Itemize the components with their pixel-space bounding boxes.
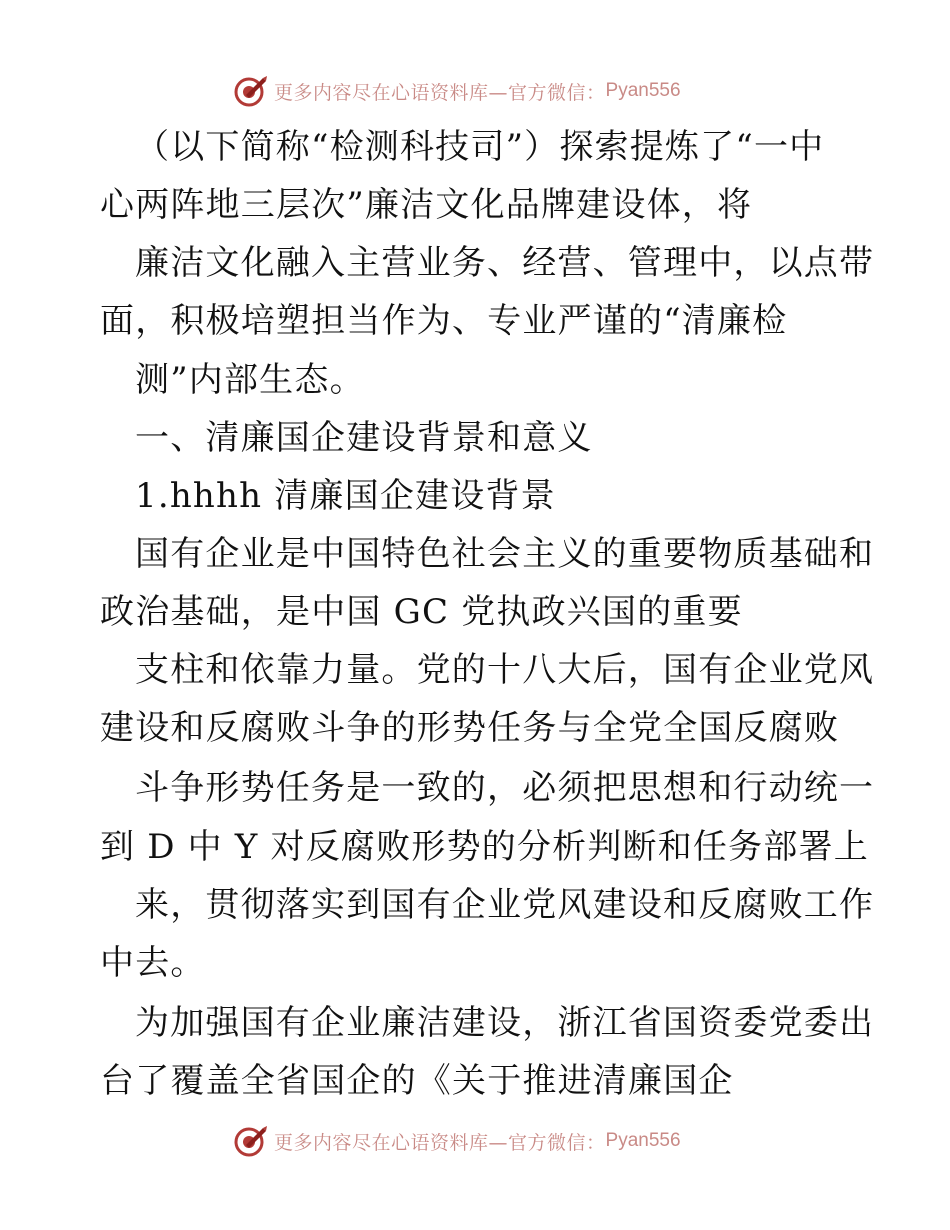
text-line: 为加强国有企业廉洁建设，浙江省国资委党委出 bbox=[135, 1003, 875, 1043]
text-line: 台了覆盖全省国企的《关于推进清廉国企 bbox=[100, 1061, 734, 1101]
text-line: 国有企业是中国特色社会主义的重要物质基础和 bbox=[135, 534, 875, 574]
section-heading: 一、清廉国企建设背景和意义 bbox=[135, 418, 593, 458]
footer-watermark bbox=[232, 1121, 681, 1161]
pen-logo-icon bbox=[232, 1123, 268, 1159]
text-line: （以下简称“检测科技司”）探索提炼了“一中 bbox=[135, 127, 825, 167]
text-line: 斗争形势任务是一致的，必须把思想和行动统一 bbox=[135, 768, 875, 808]
text-line: 心两阵地三层次”廉洁文化品牌建设体，将 bbox=[100, 185, 753, 225]
text-line: 中去。 bbox=[100, 943, 206, 983]
text-line: 廉洁文化融入主营业务、经营、管理中，以点带 bbox=[135, 243, 875, 283]
watermark-text: 更多内容尽在心语资料库—官方微信： bbox=[274, 81, 606, 104]
watermark-wechat-id: Pyan556 bbox=[605, 80, 681, 101]
text-line: 支柱和依靠力量。党的十八大后，国有企业党风 bbox=[135, 650, 875, 690]
subsection-heading: 1.hhhh 清廉国企建设背景 bbox=[135, 476, 556, 516]
pen-logo-icon bbox=[232, 73, 268, 109]
watermark-wechat-id: Pyan556 bbox=[605, 1130, 681, 1151]
text-line: 到 D 中 Y 对反腐败形势的分析判断和任务部署上 bbox=[100, 827, 869, 867]
header-watermark bbox=[232, 71, 681, 111]
text-line: 建设和反腐败斗争的形势任务与全党全国反腐败 bbox=[100, 708, 840, 748]
text-line: 来，贯彻落实到国有企业党风建设和反腐败工作 bbox=[135, 885, 875, 925]
text-line: 政治基础，是中国 GC 党执政兴国的重要 bbox=[100, 592, 743, 632]
watermark-text: 更多内容尽在心语资料库—官方微信： bbox=[274, 1131, 606, 1154]
text-line: 面，积极培塑担当作为、专业严谨的“清廉检 bbox=[100, 301, 788, 341]
text-line: 测”内部生态。 bbox=[135, 360, 365, 400]
